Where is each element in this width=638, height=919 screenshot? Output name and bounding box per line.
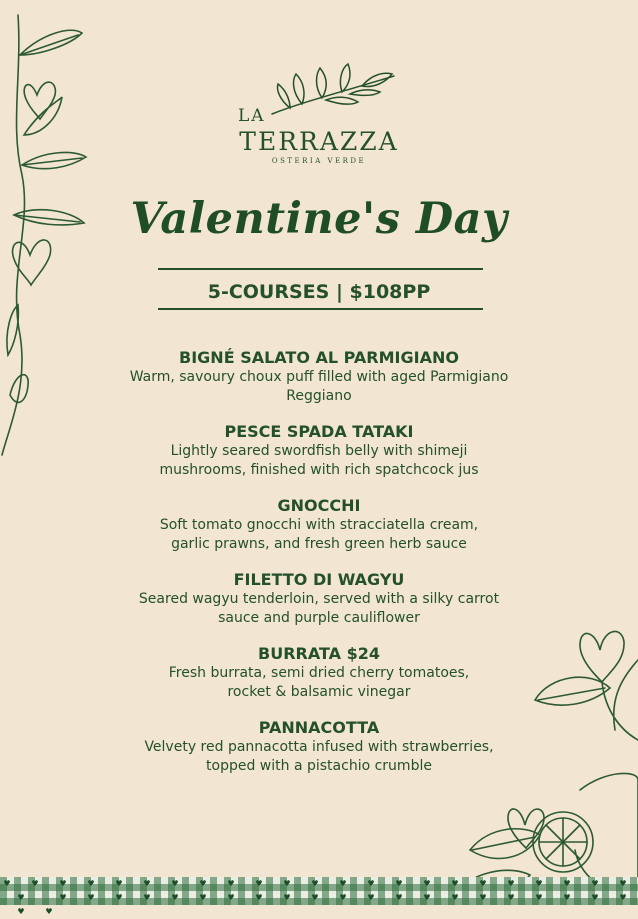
menu-item: [0, 644, 638, 702]
menu-item: [0, 718, 638, 776]
divider-bottom: [158, 308, 483, 310]
menu-item-name: GNOCCHI: [277, 496, 361, 515]
brand-prefix: LA: [238, 106, 266, 126]
brand-name: TERRAZZA: [239, 127, 399, 156]
menu-item-description: Soft tomato gnocchi with stracciatella cream, garlic prawns, and fresh green herb sauce: [159, 517, 479, 552]
menu-item-description: Warm, savoury choux puff filled with aged Parmigiano Reggiano: [129, 369, 509, 404]
gingham-hearts-pattern: ♥ ♥ ♥ ♥ ♥ ♥ ♥ ♥ ♥ ♥ ♥ ♥ ♥ ♥ ♥ ♥ ♥ ♥ ♥ ♥ ♥ ♥ ♥ ♥ ♥ ♥ ♥ ♥ ♥ ♥ ♥ ♥ ♥ ♥ ♥ ♥ ♥ ♥ ♥ ♥ ♥ ♥ ♥ ♥ ♥ ♥ ♥: [3, 879, 627, 916]
menu-item-name: PESCE SPADA TATAKI: [224, 422, 414, 441]
menu-item-description: Seared wagyu tenderloin, served with a silky carrot sauce and purple cauliflower: [138, 591, 500, 626]
brand-tagline: OSTERIA VERDE: [271, 157, 367, 165]
menu-item-name: FILETTO DI WAGYU: [233, 570, 405, 589]
page-title: Valentine's Day: [130, 194, 508, 244]
menu-item-name: BURRATA $24: [258, 644, 380, 663]
menu-item-name: PANNACOTTA: [258, 718, 380, 737]
menu-item-description: Fresh burrata, semi dried cherry tomatoes, rocket & balsamic vinegar: [168, 665, 470, 700]
menu-item: [0, 348, 638, 406]
divider-top: [158, 268, 483, 270]
menu-list: [0, 348, 638, 792]
courses-price: 5-COURSES | $108PP: [207, 281, 431, 303]
menu-item: [0, 496, 638, 554]
menu-item-name: BIGNÉ SALATO AL PARMIGIANO: [179, 348, 459, 367]
menu-item: [0, 570, 638, 628]
menu-item-description: Velvety red pannacotta infused with strawberries, topped with a pistachio crumble: [144, 739, 494, 774]
menu-item: [0, 422, 638, 480]
olive-sprig-icon: [262, 62, 402, 126]
menu-item-description: Lightly seared swordfish belly with shimeji mushrooms, finished with rich spatchcock jus: [159, 443, 479, 478]
